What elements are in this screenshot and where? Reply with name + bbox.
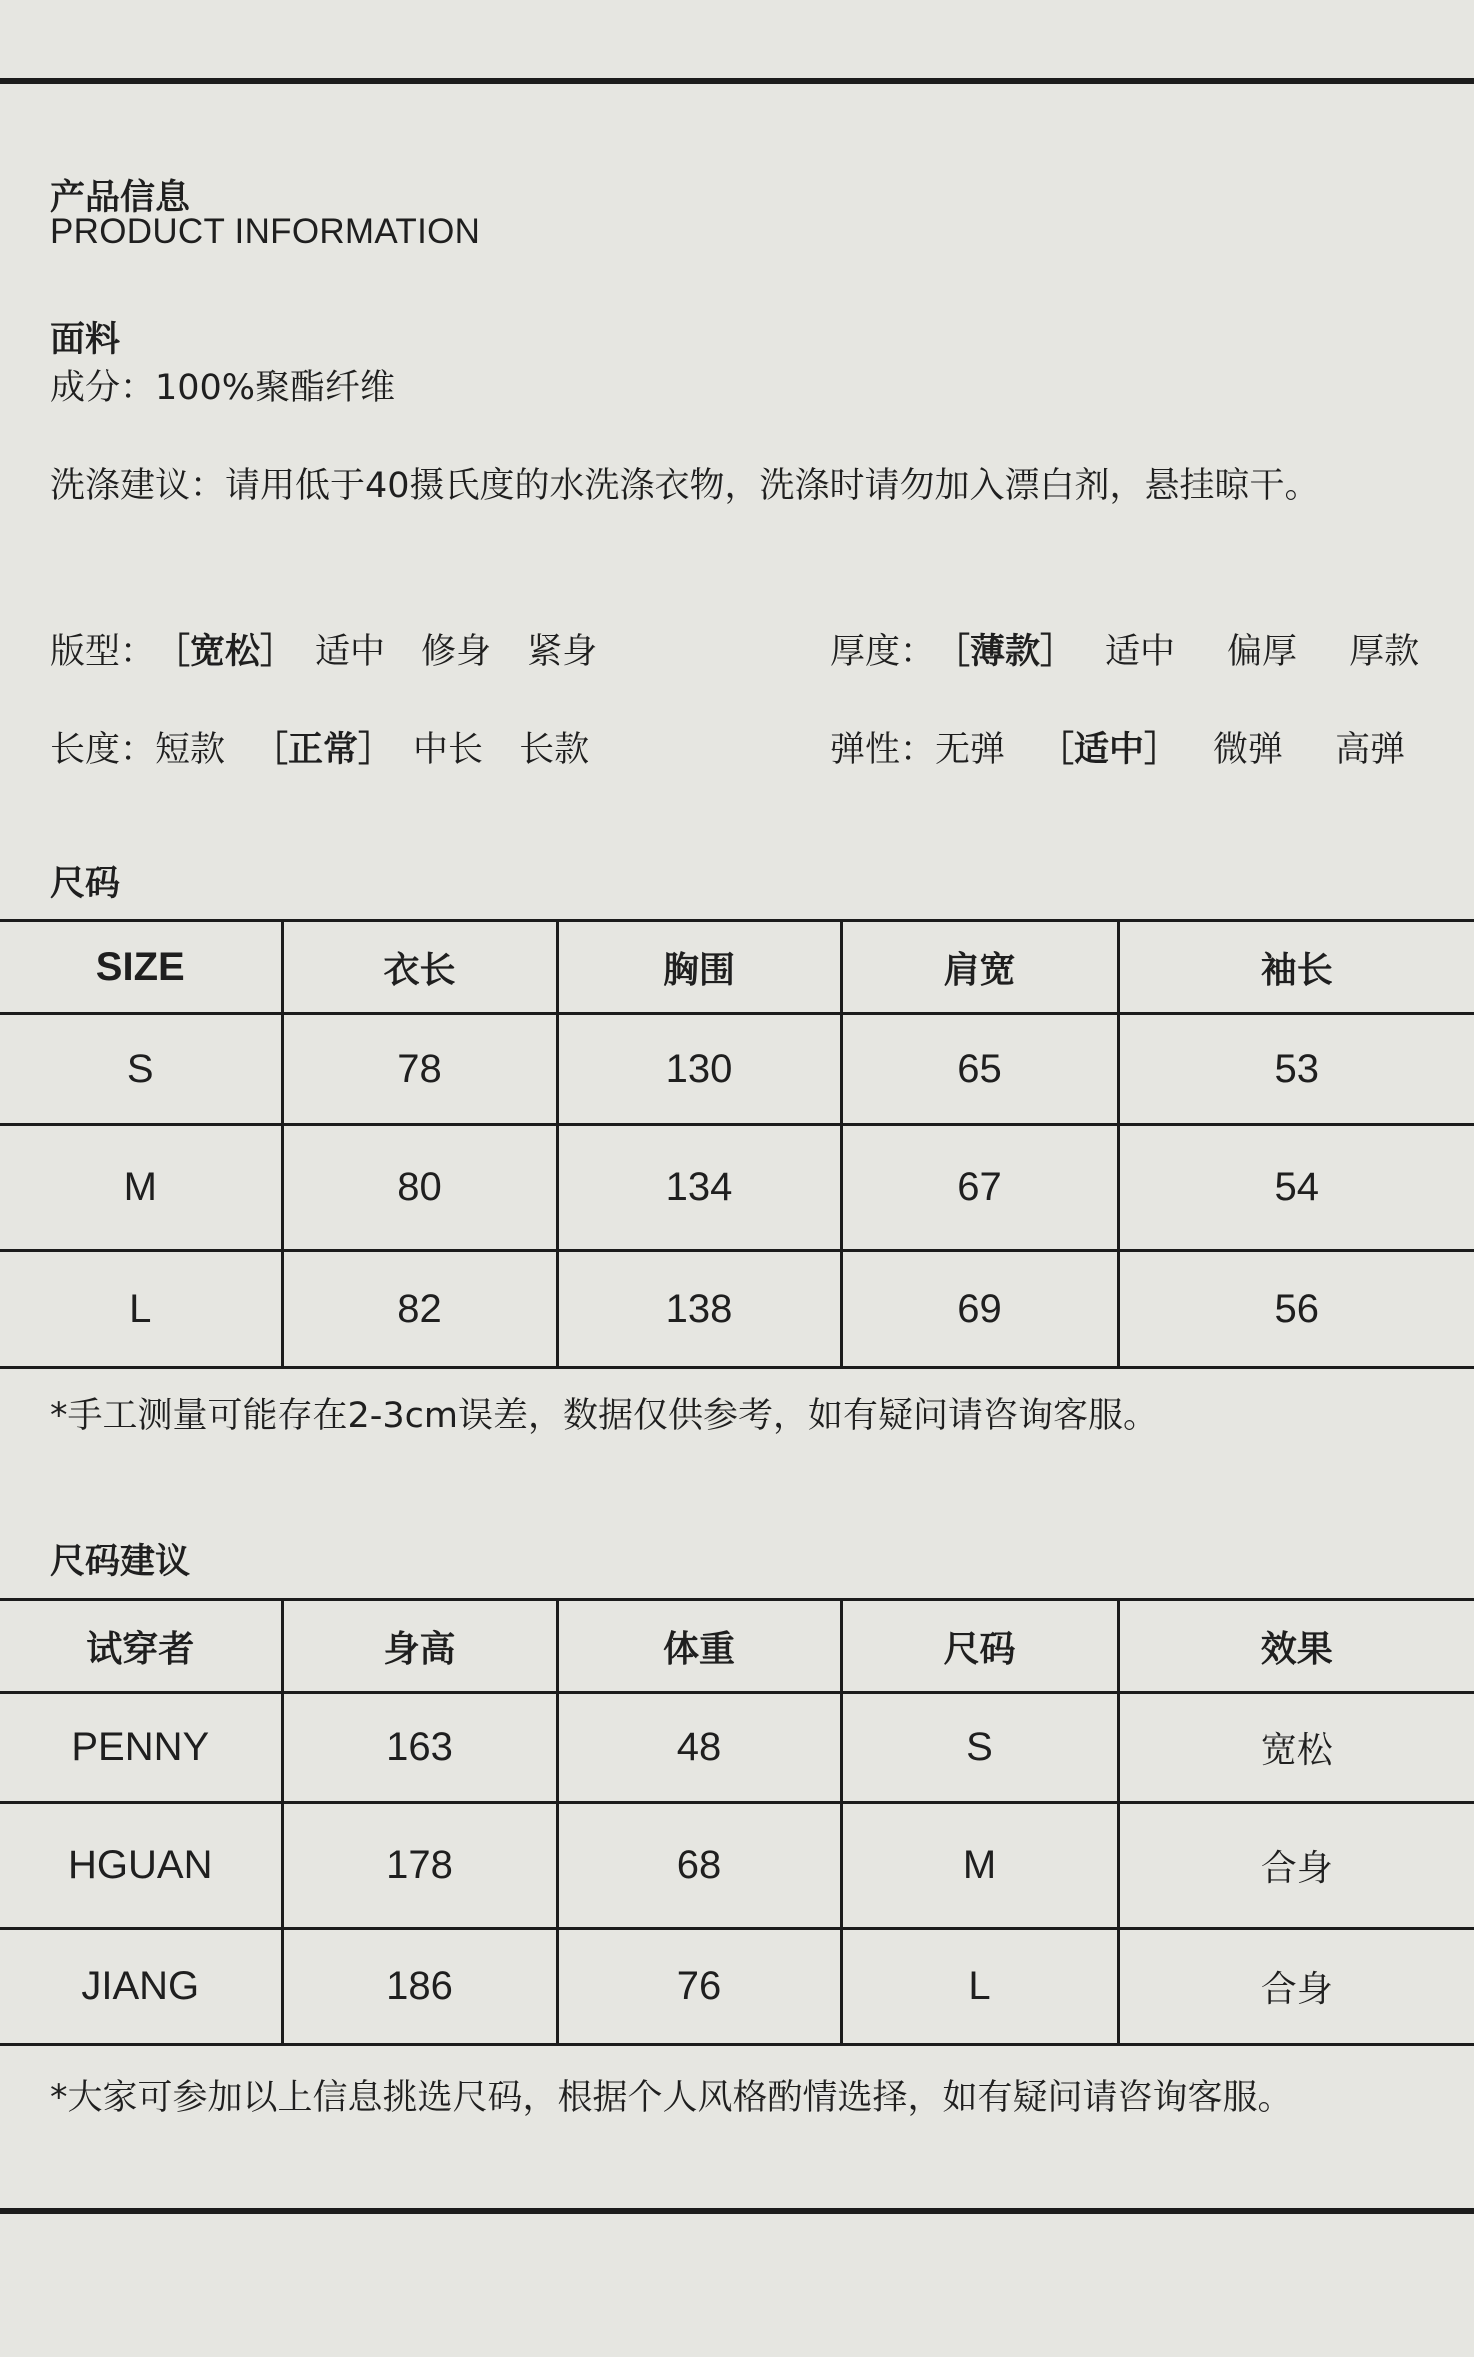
header-shoulder: 肩宽: [841, 921, 1118, 1014]
sleeve-cell: 56: [1118, 1251, 1474, 1368]
header-weight: 体重: [557, 1600, 841, 1693]
header-model: 试穿者: [0, 1600, 282, 1693]
sleeve-cell: 54: [1118, 1125, 1474, 1251]
table-row: [0, 1929, 1474, 2045]
elasticity-selected: ［适中］: [1039, 730, 1180, 770]
care-instructions: 洗涤建议：请用低于40摄氏度的水洗涤衣物，洗涤时请勿加入漂白剂，悬挂晾干。: [50, 466, 1320, 506]
model-cell: JIANG: [0, 1929, 282, 2045]
shoulder-cell: 65: [841, 1014, 1118, 1125]
size-chart-title: 尺码: [50, 864, 121, 904]
chest-cell: 134: [557, 1125, 841, 1251]
thickness-option: 适中: [1105, 632, 1176, 672]
table-row: [0, 1014, 1474, 1125]
effect-cell: 合身: [1118, 1929, 1474, 2045]
fit-option: 修身: [421, 632, 492, 672]
fit-selected: ［宽松］: [155, 632, 296, 672]
size-advice-note: *大家可参加以上信息挑选尺码，根据个人风格酌情选择，如有疑问请咨询客服。: [50, 2078, 1293, 2118]
elasticity-option: 无弹: [935, 730, 1006, 770]
top-rule: [0, 78, 1474, 84]
size-advice-header-row: [0, 1600, 1474, 1693]
size-advice-table: [0, 1598, 1474, 2046]
size-chart-note: *手工测量可能存在2-3cm误差，数据仅供参考，如有疑问请咨询客服。: [50, 1396, 1159, 1436]
product-info-title-en: PRODUCT INFORMATION: [50, 212, 481, 251]
header-size: SIZE: [0, 921, 282, 1014]
shoulder-cell: 67: [841, 1125, 1118, 1251]
size-chart-header-row: [0, 921, 1474, 1014]
header-effect: 效果: [1118, 1600, 1474, 1693]
model-cell: HGUAN: [0, 1803, 282, 1929]
height-cell: 163: [282, 1693, 557, 1803]
header-height: 身高: [282, 1600, 557, 1693]
elasticity-label: 弹性：: [830, 730, 936, 770]
header-size: 尺码: [841, 1600, 1118, 1693]
size-cell: S: [841, 1693, 1118, 1803]
size-cell: L: [0, 1251, 282, 1368]
header-chest: 胸围: [557, 921, 841, 1014]
effect-cell: 合身: [1118, 1803, 1474, 1929]
fit-attribute: [50, 624, 597, 674]
length-cell: 80: [282, 1125, 557, 1251]
thickness-selected: ［薄款］: [935, 632, 1076, 672]
thickness-option: 厚款: [1349, 632, 1420, 672]
sleeve-cell: 53: [1118, 1014, 1474, 1125]
weight-cell: 76: [557, 1929, 841, 2045]
length-attribute: [50, 722, 589, 772]
chest-cell: 138: [557, 1251, 841, 1368]
fabric-title: 面料: [50, 320, 121, 360]
size-cell: M: [841, 1803, 1118, 1929]
size-cell: L: [841, 1929, 1118, 2045]
table-row: [0, 1251, 1474, 1368]
fit-label: 版型：: [50, 632, 156, 672]
elasticity-attribute: [830, 722, 1405, 772]
elasticity-option: 高弹: [1335, 730, 1406, 770]
length-cell: 82: [282, 1251, 557, 1368]
header-length: 衣长: [282, 921, 557, 1014]
size-chart-table: [0, 919, 1474, 1369]
table-row: [0, 1125, 1474, 1251]
length-option: 短款: [155, 730, 226, 770]
product-info-title-cn: 产品信息: [50, 178, 191, 218]
size-cell: M: [0, 1125, 282, 1251]
weight-cell: 48: [557, 1693, 841, 1803]
length-selected: ［正常］: [253, 730, 394, 770]
model-cell: PENNY: [0, 1693, 282, 1803]
header-sleeve: 袖长: [1118, 921, 1474, 1014]
length-option: 中长: [413, 730, 484, 770]
shoulder-cell: 69: [841, 1251, 1118, 1368]
thickness-option: 偏厚: [1227, 632, 1298, 672]
size-advice-title: 尺码建议: [50, 1542, 191, 1582]
table-row: [0, 1803, 1474, 1929]
length-option: 长款: [519, 730, 590, 770]
length-cell: 78: [282, 1014, 557, 1125]
bottom-rule: [0, 2208, 1474, 2214]
weight-cell: 68: [557, 1803, 841, 1929]
fit-option: 紧身: [527, 632, 598, 672]
fit-option: 适中: [315, 632, 386, 672]
fabric-composition: 成分：100%聚酯纤维: [50, 368, 396, 408]
elasticity-option: 微弹: [1213, 730, 1284, 770]
length-label: 长度：: [50, 730, 156, 770]
chest-cell: 130: [557, 1014, 841, 1125]
thickness-attribute: [830, 624, 1419, 674]
height-cell: 178: [282, 1803, 557, 1929]
thickness-label: 厚度：: [830, 632, 936, 672]
effect-cell: 宽松: [1118, 1693, 1474, 1803]
size-cell: S: [0, 1014, 282, 1125]
height-cell: 186: [282, 1929, 557, 2045]
table-row: [0, 1693, 1474, 1803]
